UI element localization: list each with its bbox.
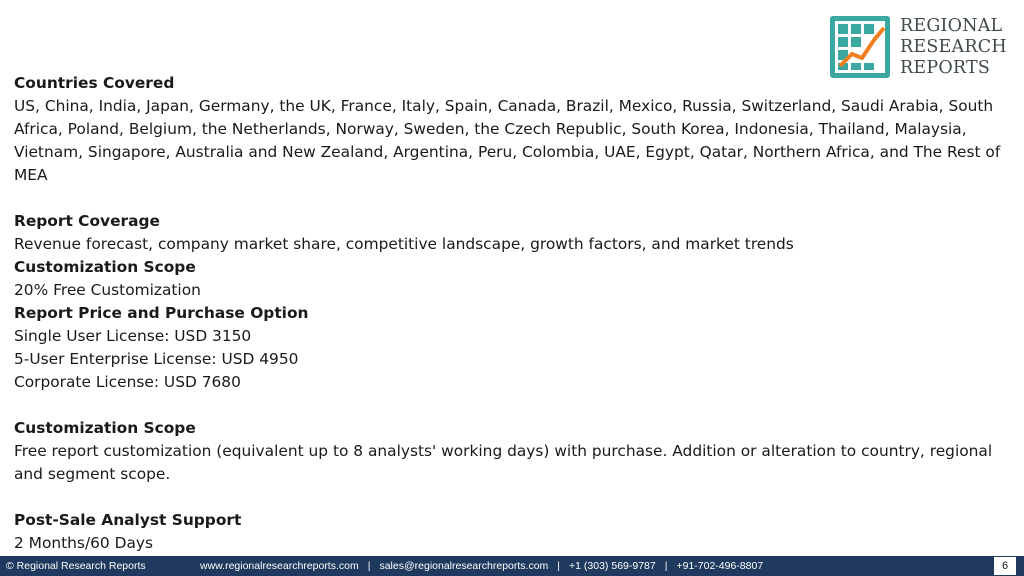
customization-heading: Customization Scope	[14, 258, 196, 276]
email-link[interactable]: sales@regionalresearchreports.com	[379, 560, 549, 572]
customization-scope-text: Free report customization (equivalent up to 8 analysts' working days) with purchase. Addition or alteration to country, regional and segment scope.	[14, 442, 993, 483]
countries-heading: Countries Covered	[14, 74, 175, 92]
separator: |	[664, 560, 668, 572]
logo-line: RESEARCH	[900, 36, 1007, 57]
price-line: 5-User Enterprise License: USD 4950	[14, 350, 299, 368]
logo-line: REGIONAL	[900, 15, 1003, 36]
footer-bar	[0, 556, 1024, 576]
logo-chart-icon	[828, 14, 892, 80]
price-line: Single User License: USD 3150	[14, 327, 252, 345]
page-number: 6	[994, 557, 1016, 575]
separator: |	[557, 560, 561, 572]
separator: |	[367, 560, 371, 572]
report-details	[14, 72, 1014, 555]
logo-line: REPORTS	[900, 57, 991, 78]
copyright-text: © Regional Research Reports	[6, 560, 146, 572]
coverage-text: Revenue forecast, company market share, competitive landscape, growth factors, and market trends	[14, 235, 794, 253]
customization-scope-heading: Customization Scope	[14, 419, 196, 437]
support-heading: Post-Sale Analyst Support	[14, 511, 242, 529]
website-link[interactable]: www.regionalresearchreports.com	[200, 560, 359, 572]
price-heading: Report Price and Purchase Option	[14, 304, 309, 322]
price-line: Corporate License: USD 7680	[14, 373, 241, 391]
countries-text: US, China, India, Japan, Germany, the UK, France, Italy, Spain, Canada, Brazil, Mexico, Russia, Switzerland, Saudi Arabia, South Africa, Poland, Belgium, the Netherlands, Norway, Sweden, the Czech Republic, South Korea, Indonesia, Thailand, Malaysia, Vietnam, Singapore, Australia and New Zealand, Argentina, Peru, Colombia, UAE, Egypt, Qatar, Northern Africa, and The Rest of MEA	[14, 97, 1001, 184]
customization-text: 20% Free Customization	[14, 281, 201, 299]
footer-contacts	[200, 560, 763, 572]
logo-wordmark	[900, 16, 1007, 79]
phone-us: +1 (303) 569-9787	[569, 560, 656, 572]
phone-india: +91-702-496-8807	[676, 560, 764, 572]
support-text: 2 Months/60 Days	[14, 534, 154, 552]
coverage-heading: Report Coverage	[14, 212, 160, 230]
